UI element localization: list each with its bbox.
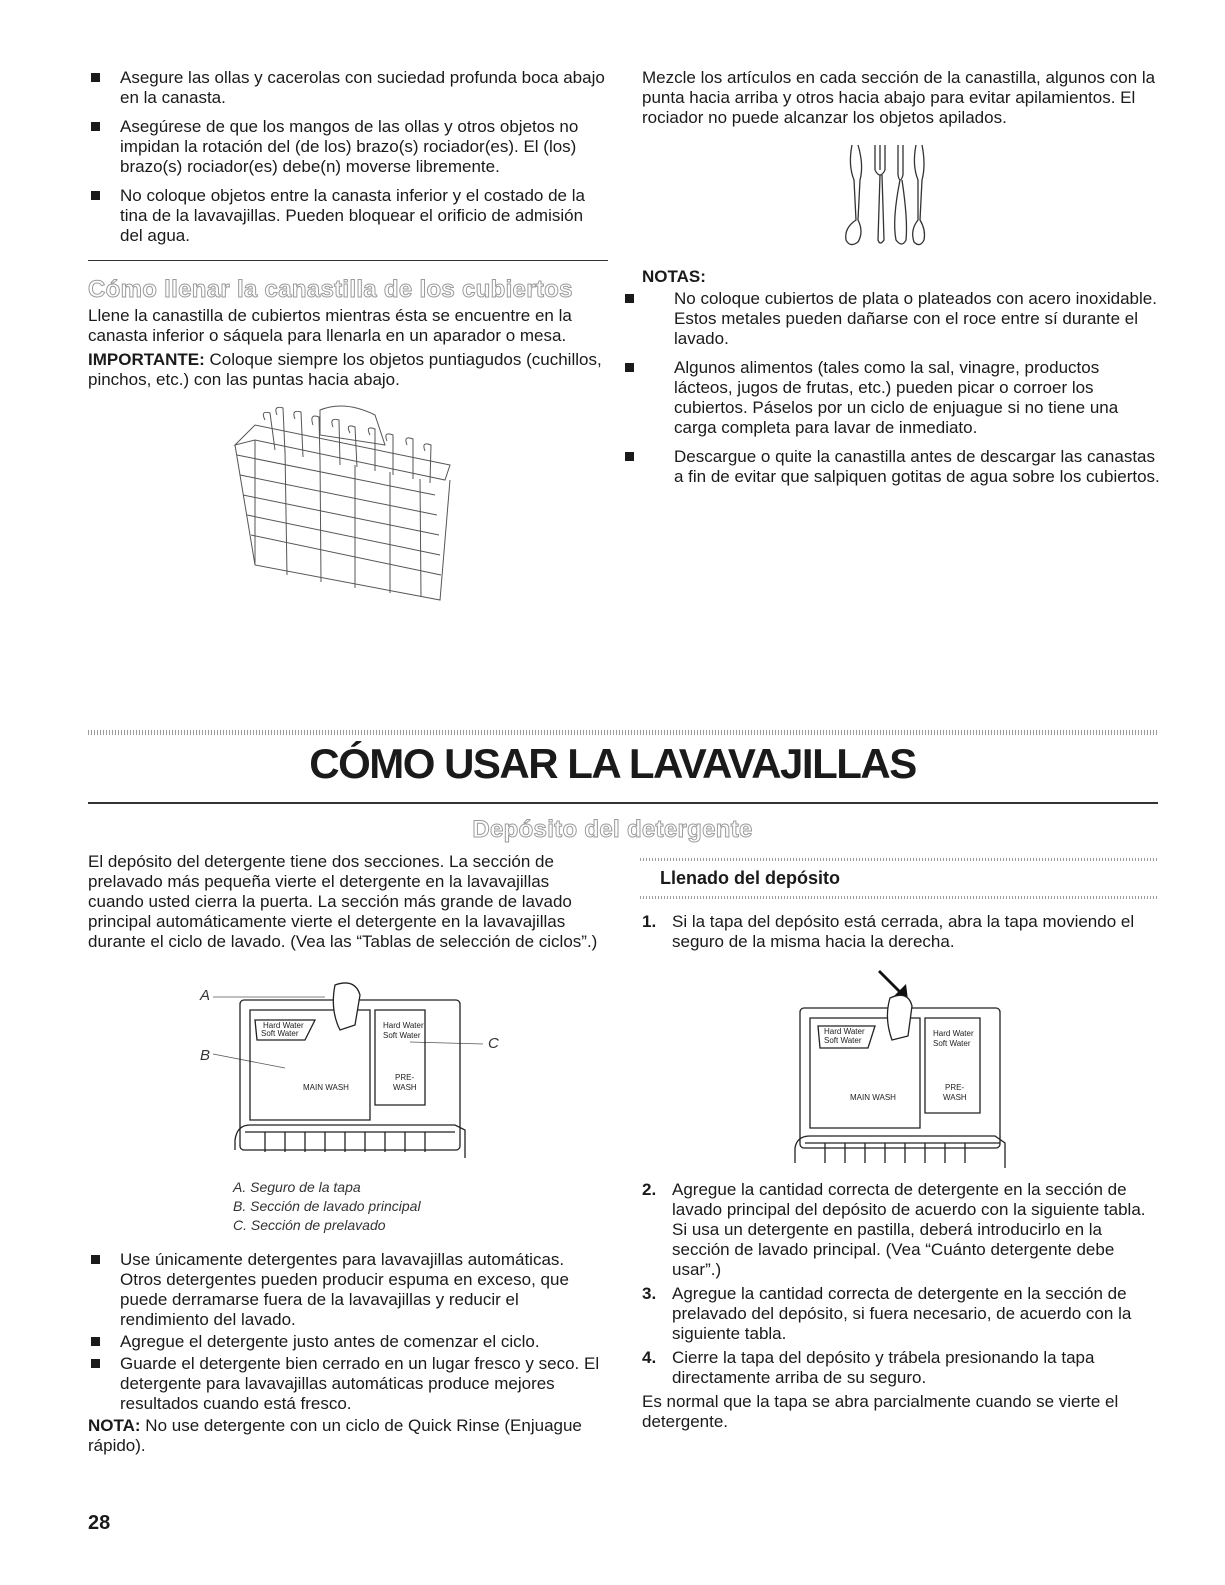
list-item: Asegúrese de que los mangos de las ollas y otros objetos no impidan la rotación del (de los) brazo(s) rociador(es). El (los) brazo(s) rociador(es) debe(n) moverse libremente. xyxy=(88,117,608,177)
caption-c: C. Sección de prelavado xyxy=(233,1217,386,1233)
nota-text: No use detergente con un ciclo de Quick Rinse (Enjuague rápido). xyxy=(88,1416,582,1455)
notas-block xyxy=(642,267,1162,496)
cubiertos-section xyxy=(88,276,608,390)
hatch-rule xyxy=(640,858,1158,861)
list-item: Algunos alimentos (tales como la sal, vinagre, productos lácteos, jugos de frutas, etc.) pueden picar o corroer los cubiertos. Páselos por un ciclo de enjuague si no tiene una carga completa para lavar de inmediato. xyxy=(622,358,1162,438)
hard-water-label: Hard Water xyxy=(824,1027,865,1036)
list-item xyxy=(642,1180,1162,1280)
step-1 xyxy=(642,912,1162,956)
hard-water-label: Hard Water xyxy=(933,1029,974,1038)
notas-heading: NOTAS: xyxy=(642,267,706,286)
detergente-intro xyxy=(88,852,608,952)
subsection-heading: Llenado del depósito xyxy=(660,868,841,888)
paragraph: El depósito del detergente tiene dos secciones. La sección de prelavado más pequeña vierte el detergente en la lavavajillas cuando usted cierra la puerta. La sección más grande de lavado principal automáticamente vierte el detergente en la lavavajillas durante el ciclo de lavado. (Vea las “Tablas de selección de ciclos”.) xyxy=(88,852,598,951)
wash-label: WASH xyxy=(943,1093,967,1102)
step-text: Cierre la tapa del depósito y trábela presionando la tapa directamente arriba de su seguro. xyxy=(672,1348,1095,1387)
list-item xyxy=(642,1284,1162,1344)
loading-tips-list xyxy=(88,68,608,246)
nota-label: NOTA: xyxy=(88,1416,141,1435)
important-note xyxy=(88,350,608,390)
important-label: IMPORTANTE: xyxy=(88,350,205,369)
silverware-basket-illustration xyxy=(225,405,465,605)
section-heading: Cómo llenar la canastilla de los cubiertos xyxy=(88,276,573,303)
label-c: C xyxy=(488,1035,499,1052)
label-a: A xyxy=(200,987,211,1004)
list-item: No coloque cubiertos de plata o plateados con acero inoxidable. Estos metales pueden dañarse con el roce entre sí durante el lavado. xyxy=(622,289,1162,349)
divider xyxy=(88,260,608,261)
detergent-tips xyxy=(88,1250,608,1456)
divider xyxy=(88,802,1158,804)
soft-water-label: Soft Water xyxy=(261,1029,299,1038)
list-item: Asegure las ollas y cacerolas con suciedad profunda boca abajo en la canasta. xyxy=(88,68,608,108)
paragraph: Llene la canastilla de cubiertos mientras ésta se encuentre en la canasta inferior o sáquela para llenarla en un aparador o mesa. xyxy=(88,306,572,345)
step-text: Si la tapa del depósito está cerrada, abra la tapa moviendo el seguro de la misma hacia la derecha. xyxy=(672,912,1135,951)
dispenser-diagram-labeled xyxy=(195,980,515,1170)
steps-list xyxy=(642,1180,1162,1388)
step-text: Agregue la cantidad correcta de detergente en la sección de lavado principal del depósito de acuerdo con la siguiente tabla. Si usa un detergente en pastilla, deberá introducirlo en la sección de lavado principal. (Vea “Cuánto detergente debe usar”.) xyxy=(672,1180,1146,1279)
soft-water-label: Soft Water xyxy=(933,1039,971,1048)
dispenser-diagram-arrow xyxy=(780,958,1020,1173)
list-item xyxy=(642,1348,1162,1388)
steps-list-first xyxy=(642,912,1162,952)
soft-water-label: Soft Water xyxy=(824,1036,862,1045)
page-section-title: CÓMO USAR LA LAVAVAJILLAS xyxy=(309,740,916,787)
hard-water-label: Hard Water xyxy=(263,1021,304,1030)
important-text: Coloque siempre los objetos puntiagudos (cuchillos, pinchos, etc.) con las puntas hacia abajo. xyxy=(88,350,602,389)
list-item: Descargue o quite la canastilla antes de descargar las canastas a fin de evitar que salpiquen gotitas de agua sobre los cubiertos. xyxy=(622,447,1162,487)
list-item xyxy=(642,912,1162,952)
list-item: Guarde el detergente bien cerrado en un lugar fresco y seco. El detergente para lavavajillas automáticas produce mejores resultados cuando está fresco. xyxy=(88,1354,608,1414)
step-number: 4. xyxy=(642,1348,657,1367)
steps-2-4 xyxy=(642,1180,1162,1432)
top-left-column xyxy=(88,68,608,255)
closing-paragraph: Es normal que la tapa se abra parcialmente cuando se vierte el detergente. xyxy=(642,1392,1119,1431)
figure-captions xyxy=(233,1178,553,1235)
list-item: No coloque objetos entre la canasta inferior y el costado de la tina de la lavavajillas. Pueden bloquear el orificio de admisión del agua. xyxy=(88,186,608,246)
section-heading: Depósito del detergente xyxy=(472,816,753,843)
wash-label: WASH xyxy=(393,1083,417,1092)
step-number: 3. xyxy=(642,1284,657,1303)
caption-b: B. Sección de lavado principal xyxy=(233,1198,421,1214)
nota-paragraph xyxy=(88,1416,608,1456)
step-number: 1. xyxy=(642,912,657,931)
cutlery-illustration xyxy=(840,140,930,250)
label-b: B xyxy=(200,1047,211,1064)
paragraph: Mezcle los artículos en cada sección de la canastilla, algunos con la punta hacia arriba y otros hacia abajo para evitar apilamientos. El rociador no puede alcanzar los objetos apilados. xyxy=(642,68,1156,127)
step-number: 2. xyxy=(642,1180,657,1199)
main-wash-label: MAIN WASH xyxy=(850,1093,896,1102)
hatch-rule xyxy=(640,896,1158,899)
pre-label: PRE- xyxy=(945,1083,965,1092)
list-item: Use únicamente detergentes para lavavajillas automáticas. Otros detergentes pueden producir espuma en exceso, que puede derramarse fuera de la lavavajillas y reducir el rendimiento del lavado. xyxy=(88,1250,608,1330)
hatch-rule-top xyxy=(88,730,1158,735)
notas-list xyxy=(622,289,1162,487)
hard-water-label: Hard Water xyxy=(383,1021,424,1030)
step-text: Agregue la cantidad correcta de detergente en la sección de prelavado del depósito, si fuera necesario, de acuerdo con la siguiente tabla. xyxy=(672,1284,1132,1343)
top-right-column xyxy=(642,68,1162,128)
page-number: 28 xyxy=(88,1512,111,1534)
list-item: Agregue el detergente justo antes de comenzar el ciclo. xyxy=(88,1332,608,1352)
soft-water-label: Soft Water xyxy=(383,1031,421,1040)
detergent-tips-list xyxy=(88,1250,608,1414)
caption-a: A. Seguro de la tapa xyxy=(233,1179,361,1195)
pre-label: PRE- xyxy=(395,1073,415,1082)
main-wash-label: MAIN WASH xyxy=(303,1083,349,1092)
